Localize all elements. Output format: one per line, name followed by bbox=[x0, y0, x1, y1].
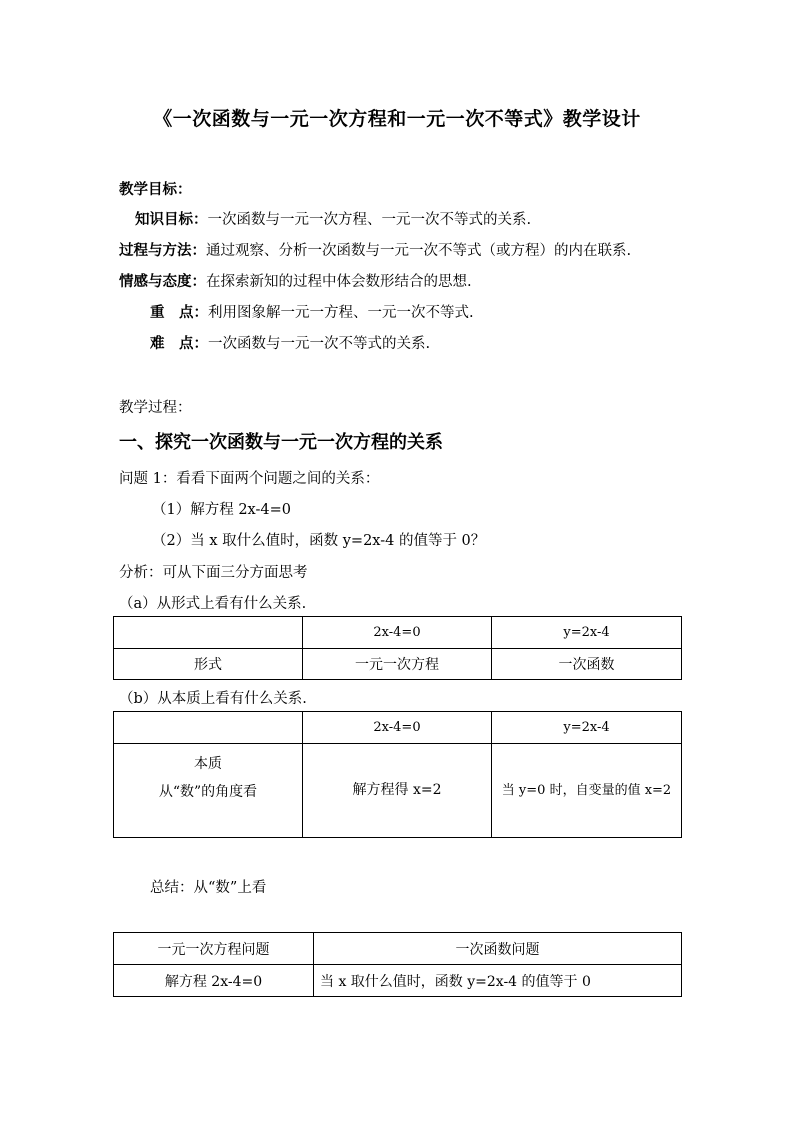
table-cell: 一次函数问题 bbox=[314, 933, 682, 965]
table-row bbox=[114, 649, 682, 680]
emotion-attitude bbox=[119, 270, 472, 291]
table-row bbox=[114, 965, 682, 997]
table-cell: 解方程得 x=2 bbox=[303, 744, 492, 838]
difficulty-point bbox=[150, 332, 430, 353]
knowledge-text: 一次函数与一元一次方程、一元一次不等式的关系. bbox=[207, 212, 532, 228]
process-text: 通过观察、分析一次函数与一元一次不等式（或方程）的内在联系. bbox=[206, 243, 632, 259]
table-cell: 一元一次方程问题 bbox=[114, 933, 314, 965]
key-text: 利用图象解一元一方程、一元一次不等式. bbox=[208, 305, 474, 321]
table-cell bbox=[114, 744, 303, 838]
table-row bbox=[114, 617, 682, 649]
emotion-label: 情感与态度： bbox=[119, 273, 206, 290]
summary-line: 总结：从“数”上看 bbox=[150, 880, 267, 896]
table-cell: 形式 bbox=[114, 649, 303, 680]
process-label: 过程与方法： bbox=[119, 242, 206, 259]
process-method bbox=[119, 239, 631, 260]
emotion-text: 在探索新知的过程中体会数形结合的思想. bbox=[206, 274, 472, 290]
table-cell: y=2x-4 bbox=[492, 712, 682, 744]
question1-item2: （2）当 x 取什么值时，函数 y=2x-4 的值等于 0？ bbox=[152, 533, 486, 549]
table-row bbox=[114, 744, 682, 838]
document-title: 《一次函数与一元一次方程和一元一次不等式》教学设计 bbox=[153, 108, 641, 130]
table-row bbox=[114, 712, 682, 744]
table-cell: 解方程 2x-4=0 bbox=[114, 965, 314, 997]
table-cell: 当 y=0 时，自变量的值 x=2 bbox=[492, 744, 682, 838]
knowledge-label: 知识目标： bbox=[135, 211, 208, 228]
difficulty-label: 难 点： bbox=[150, 335, 208, 352]
analysis-line: 分析：可从下面三分方面思考 bbox=[119, 565, 308, 581]
key-point bbox=[150, 301, 474, 322]
table-cell: 2x-4=0 bbox=[303, 712, 492, 744]
summary-table bbox=[113, 932, 682, 997]
form-comparison-table bbox=[113, 616, 682, 680]
question1-item1: （1）解方程 2x-4=0 bbox=[152, 502, 291, 518]
difficulty-text: 一次函数与一元一次不等式的关系. bbox=[208, 336, 431, 352]
table-cell: 一次函数 bbox=[492, 649, 682, 680]
number-view-label: 从“数”的角度看 bbox=[158, 784, 258, 800]
objectives-heading: 教学目标： bbox=[119, 181, 192, 198]
essence-comparison-table bbox=[113, 711, 682, 838]
question1: 问题 1：看看下面两个问题之间的关系： bbox=[119, 471, 380, 487]
table-cell bbox=[114, 712, 303, 744]
process-heading: 教学过程： bbox=[119, 400, 192, 416]
table-cell bbox=[114, 617, 303, 649]
knowledge-objective bbox=[135, 208, 531, 229]
table-cell: 当 x 取什么值时，函数 y=2x-4 的值等于 0 bbox=[314, 965, 682, 997]
table-cell: 2x-4=0 bbox=[303, 617, 492, 649]
part-b-line: （b）从本质上看有什么关系. bbox=[119, 691, 307, 707]
key-label: 重 点： bbox=[150, 304, 208, 321]
table-row bbox=[114, 933, 682, 965]
part-a-line: （a）从形式上看有什么关系. bbox=[119, 596, 307, 612]
table-cell: 一元一次方程 bbox=[303, 649, 492, 680]
table-cell: y=2x-4 bbox=[492, 617, 682, 649]
essence-label: 本质 bbox=[194, 756, 222, 772]
section1-title: 一、探究一次函数与一元一次方程的关系 bbox=[119, 432, 443, 453]
